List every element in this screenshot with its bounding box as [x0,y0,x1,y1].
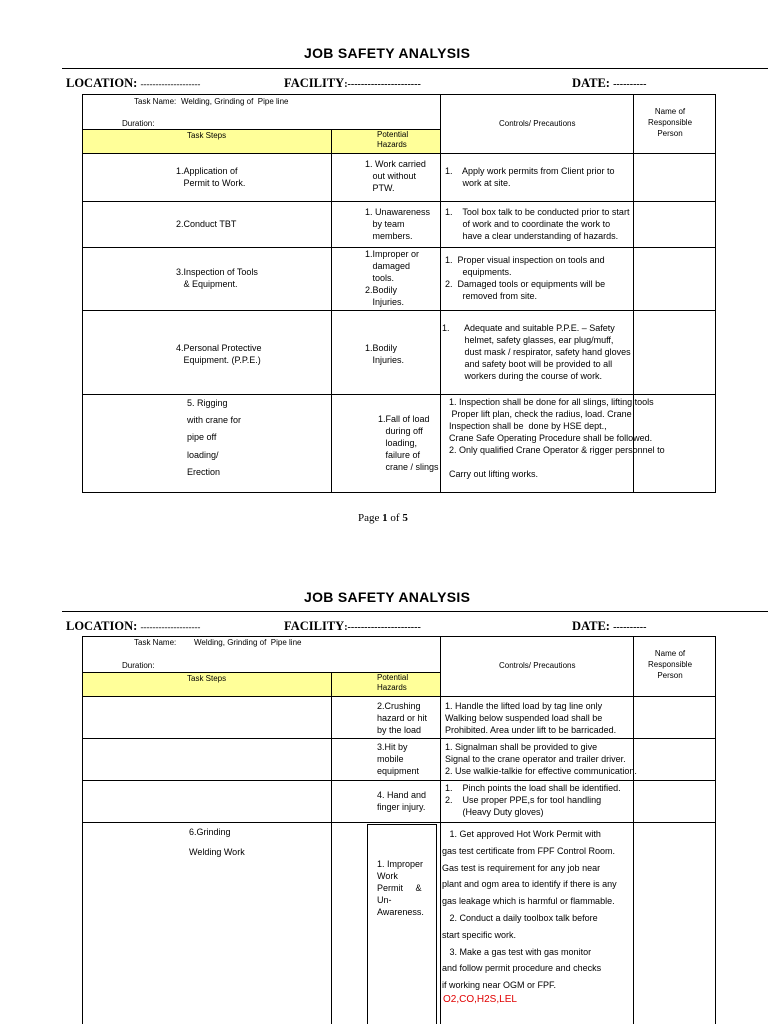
row-5-hazard: 1.Fall of load during off loading, failure of crane / slings [378,414,439,472]
table-gridline [367,824,437,825]
row-4-step: 6.Grinding Welding Work [189,827,245,857]
page-total: 5 [402,512,408,524]
header-rule [62,611,768,612]
row-3-controls: 1. Pinch points the load shall be identified. 2. Use proper PPE,s for tool handling (Heavy Duty gloves) [445,783,621,817]
gas-list-red: O2,CO,H2S,LEL [443,994,517,1005]
col-controls: Controls/ Precautions [499,661,576,670]
table-gridline [440,94,441,493]
col-hazards: Potential Hazards [377,130,409,149]
table-gridline [82,310,715,311]
duration-label: Duration: [122,119,155,128]
page-title: JOB SAFETY ANALYSIS [304,45,471,61]
location-label: LOCATION: [66,76,138,90]
table-gridline [715,636,716,1024]
table-gridline [367,824,368,1024]
duration-label: Duration: [122,661,155,670]
table-gridline [440,636,441,1024]
row-2-controls: 1. Tool box talk to be conducted prior to start of work and to coordinate the work to have a clear understanding of hazards. [445,207,630,241]
facility-value: :---------------------- [344,79,421,90]
task-name-label: Task Name: [134,97,177,106]
date-line [572,76,646,91]
table-gridline [82,738,715,739]
table-gridline [82,696,715,697]
date-label: DATE: [572,76,610,90]
col-responsible: Name of Responsible Person [648,649,693,680]
table-gridline [82,94,715,95]
page-current: 1 [382,512,388,524]
table-gridline [82,394,715,395]
date-line [572,619,646,634]
facility-value: :---------------------- [344,622,421,633]
table-gridline [715,94,716,493]
row-3-hazard: 4. Hand and finger injury. [377,790,427,812]
location-value: -------------------- [140,79,201,89]
date-value: ---------- [613,622,647,633]
col-task-steps: Task Steps [187,131,227,140]
location-value: -------------------- [140,622,201,632]
table-gridline [331,129,332,493]
col-controls: Controls/ Precautions [499,119,576,128]
table-gridline [82,636,715,637]
row-1-step: 1.Application of Permit to Work. [176,166,246,188]
row-1-hazard: 2.Crushing hazard or hit by the load [377,701,428,735]
row-4-hazard: 1. Improper Work Permit & Un- Awareness. [377,859,424,917]
table-gridline [436,824,437,1024]
table-gridline [82,153,715,154]
row-4-controls: 1. Adequate and suitable P.P.E. – Safety helmet, safety glasses, ear plug/muff, dust mask / respirator, safety hand gloves and safety boot will be provided to all workers during the course of work. [442,323,631,381]
location-label: LOCATION: [66,619,138,633]
table-gridline [82,780,715,781]
task-name-label: Task Name: [134,638,177,647]
row-2-hazard: 1. Unawareness by team members. [365,207,431,241]
task-name-value: Welding, Grinding of Pipe line [181,97,289,106]
facility-label: FACILITY [284,76,345,90]
page-title: JOB SAFETY ANALYSIS [304,589,471,605]
row-2-controls: 1. Signalman shall be provided to give Signal to the crane operator and trailer driver. 2. Use walkie-talkie for effective communication. [445,742,637,776]
row-2-step: 2.Conduct TBT [176,219,237,229]
col-task-steps: Task Steps [187,674,227,683]
row-3-controls: 1. Proper visual inspection on tools and equipments. 2. Damaged tools or equipments will be removed from site. [445,255,606,301]
facility-label: FACILITY [284,619,345,633]
col-hazards: Potential Hazards [377,673,409,692]
row-4-step: 4.Personal Protective Equipment. (P.P.E.) [176,343,262,365]
table-gridline [82,201,715,202]
table-gridline [82,492,715,493]
row-3-step: 3.Inspection of Tools & Equipment. [176,267,258,289]
facility-line [284,76,421,91]
page-of: of [387,512,403,524]
facility-line [284,619,421,634]
row-1-hazard: 1. Work carried out without PTW. [365,159,426,193]
location-line [66,76,200,91]
row-4-controls: 1. Get approved Hot Work Permit with gas test certificate from FPF Control Room. Gas test is requirement for any job near plant and ogm area to identify if there is any gas leakage which is harmful or flammable. 2. Conduct a daily toolbox talk before start specific work. 3. Make a gas test with gas monitor and follow permit procedure and checks if working near OGM or FPF. [442,829,617,991]
table-gridline [82,94,83,493]
page-number [358,512,408,524]
row-4-hazard: 1.Bodily Injuries. [365,343,405,365]
page-prefix: Page [358,512,383,524]
table-gridline [331,672,332,1024]
table-gridline [82,822,715,823]
row-2-hazard: 3.Hit by mobile equipment [377,742,420,776]
date-label: DATE: [572,619,610,633]
row-5-step: 5. Rigging with crane for pipe off loading/ Erection [187,398,242,477]
header-rule [62,68,768,69]
row-1-controls: 1. Apply work permits from Client prior to work at site. [445,166,615,188]
row-5-controls: 1. Inspection shall be done for all slings, lifting tools Proper lift plan, check the radius, load. Crane Inspection shall be done by HSE dept., Crane Safe Operating Procedure shall be followed. 2. Only qualified Crane Operator & rigger personnel to Carry out lifting works. [449,397,665,479]
col-responsible: Name of Responsible Person [648,107,693,138]
row-1-controls: 1. Handle the lifted load by tag line only Walking below suspended load shall be Prohibited. Area under lift to be barricaded. [445,701,617,735]
date-value: ---------- [613,79,647,90]
task-name-value: Welding, Grinding of Pipe line [194,638,302,647]
table-gridline [82,636,83,1024]
location-line [66,619,200,634]
row-3-hazard: 1.Improper or damaged tools. 2.Bodily Injuries. [365,249,420,307]
table-gridline [633,636,634,1024]
